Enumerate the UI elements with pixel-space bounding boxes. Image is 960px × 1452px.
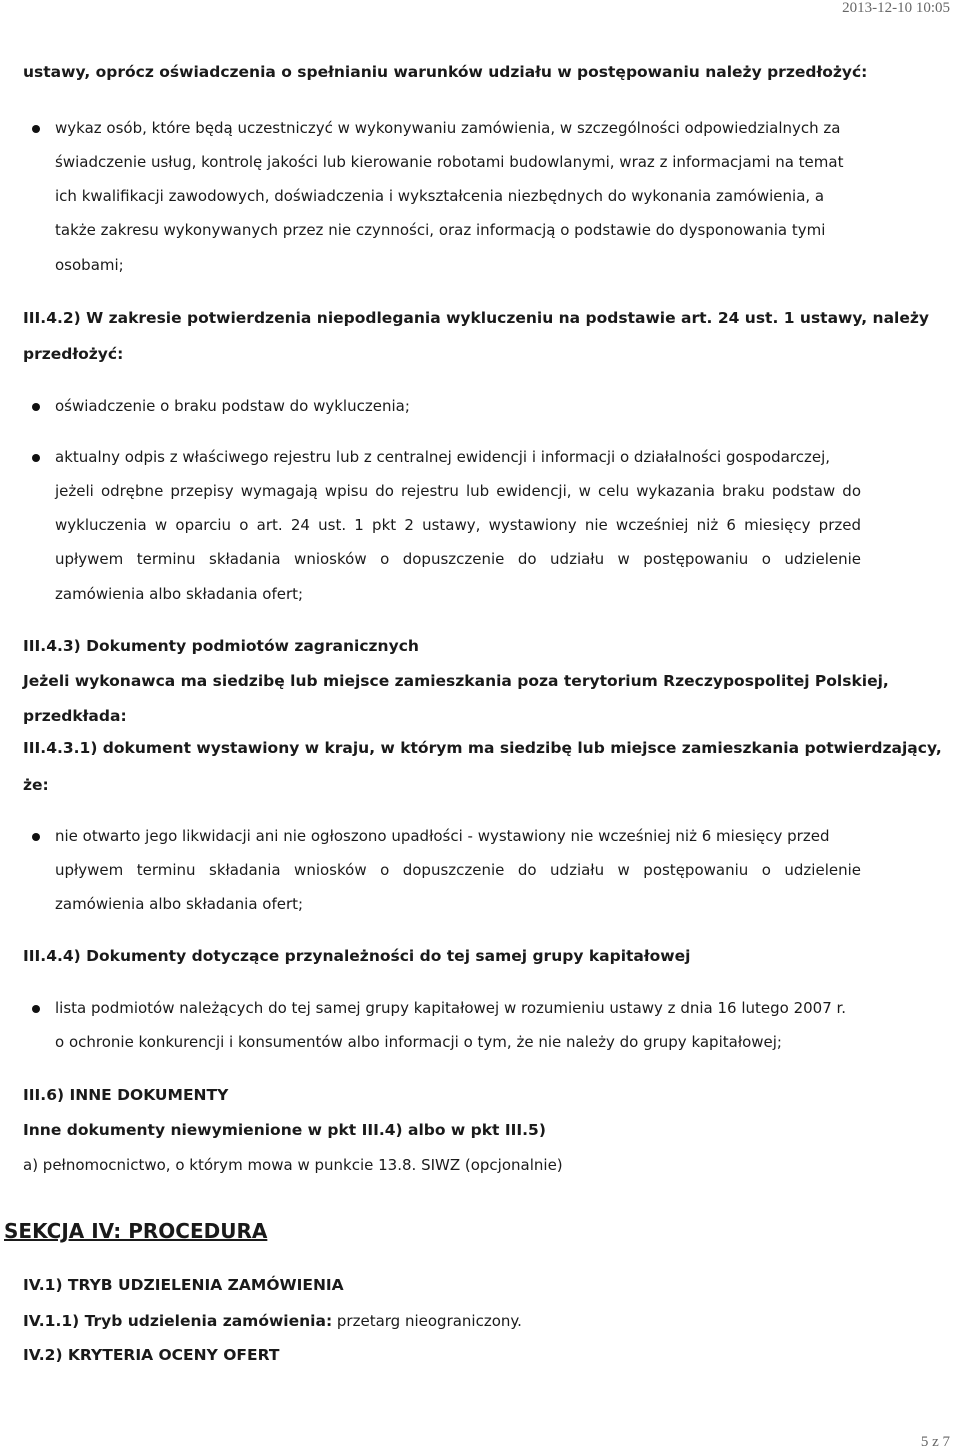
- section-heading: III.6) INNE DOKUMENTY: [23, 1086, 229, 1104]
- bullet-icon: [32, 1005, 40, 1013]
- procedure-mode-value: przetarg nieograniczony.: [332, 1312, 522, 1330]
- section-subheading: Inne dokumenty niewymienione w pkt III.4) albo w pkt III.5): [23, 1121, 546, 1139]
- bullet-icon: [32, 403, 40, 411]
- bullet-icon: [32, 454, 40, 462]
- list-item-line: zamówienia albo składania ofert;: [55, 895, 304, 913]
- procedure-mode-label: IV.1.1) Tryb udzielenia zamówienia:: [23, 1312, 333, 1330]
- list-item-line: wykaz osób, które będą uczestniczyć w wykonywaniu zamówienia, w szczególności odpowiedzialnych za: [55, 119, 841, 137]
- section-heading-cont: przedłożyć:: [23, 345, 124, 363]
- list-item-line: osobami;: [55, 256, 124, 274]
- section-title: SEKCJA IV: PROCEDURA: [4, 1219, 268, 1243]
- section-subheading: Jeżeli wykonawca ma siedzibę lub miejsce zamieszkania poza terytorium Rzeczypospolitej Polskiej,: [23, 672, 889, 690]
- list-item-line: aktualny odpis z właściwego rejestru lub z centralnej ewidencji i informacji o działalności gospodarczej,: [55, 448, 831, 466]
- section-heading: III.4.2) W zakresie potwierdzenia niepodlegania wykluczeniu na podstawie art. 24 ust. 1 ustawy, należy: [23, 309, 929, 327]
- list-item-line: także zakresu wykonywanych przez nie czynności, oraz informacją o podstawie do dysponowania tymi: [55, 221, 826, 239]
- list-item-line: zamówienia albo składania ofert;: [55, 585, 304, 603]
- section-heading: III.4.4) Dokumenty dotyczące przynależności do tej samej grupy kapitałowej: [23, 947, 691, 965]
- section-subheading: że:: [23, 776, 49, 794]
- list-item-line: wykluczenia w oparciu o art. 24 ust. 1 pkt 2 ustawy, wystawiony nie wcześniej niż 6 miesięcy przed: [55, 516, 861, 534]
- print-timestamp: 2013-12-10 10:05: [842, 0, 950, 16]
- section-heading: ustawy, oprócz oświadczenia o spełnianiu warunków udziału w postępowaniu należy przedłożyć:: [23, 63, 868, 81]
- section-heading: IV.2) KRYTERIA OCENY OFERT: [23, 1346, 280, 1364]
- list-item-line: o ochronie konkurencji i konsumentów albo informacji o tym, że nie należy do grupy kapitałowej;: [55, 1033, 782, 1051]
- list-item-line: jeżeli odrębne przepisy wymagają wpisu do rejestru lub ewidencji, w celu wykazania braku podstaw do: [55, 482, 861, 500]
- procedure-mode-line: [23, 1311, 522, 1330]
- section-heading: IV.1) TRYB UDZIELENIA ZAMÓWIENIA: [23, 1276, 344, 1294]
- list-item-line: ich kwalifikacji zawodowych, doświadczenia i wykształcenia niezbędnych do wykonania zamówienia, a: [55, 187, 825, 205]
- list-item-line: nie otwarto jego likwidacji ani nie ogłoszono upadłości - wystawiony nie wcześniej niż 6 miesięcy przed: [55, 827, 830, 845]
- list-item-line: upływem terminu składania wniosków o dopuszczenie do udziału w postępowaniu o udzielenie: [55, 861, 861, 879]
- list-item-line: oświadczenie o braku podstaw do wykluczenia;: [55, 397, 410, 415]
- section-subheading: przedkłada:: [23, 707, 127, 725]
- section-subheading: III.4.3.1) dokument wystawiony w kraju, w którym ma siedzibę lub miejsce zamieszkania potwierdzający,: [23, 739, 942, 757]
- bullet-icon: [32, 125, 40, 133]
- bullet-icon: [32, 833, 40, 841]
- list-item-line: lista podmiotów należących do tej samej grupy kapitałowej w rozumieniu ustawy z dnia 16 lutego 2007 r.: [55, 999, 847, 1017]
- page-number: 5 z 7: [920, 1434, 950, 1450]
- section-heading: III.4.3) Dokumenty podmiotów zagranicznych: [23, 637, 419, 655]
- paragraph-text: a) pełnomocnictwo, o którym mowa w punkcie 13.8. SIWZ (opcjonalnie): [23, 1156, 563, 1174]
- list-item-line: świadczenie usług, kontrolę jakości lub kierowanie robotami budowlanymi, wraz z informacjami na temat: [55, 153, 844, 171]
- list-item-line: upływem terminu składania wniosków o dopuszczenie do udziału w postępowaniu o udzielenie: [55, 550, 861, 568]
